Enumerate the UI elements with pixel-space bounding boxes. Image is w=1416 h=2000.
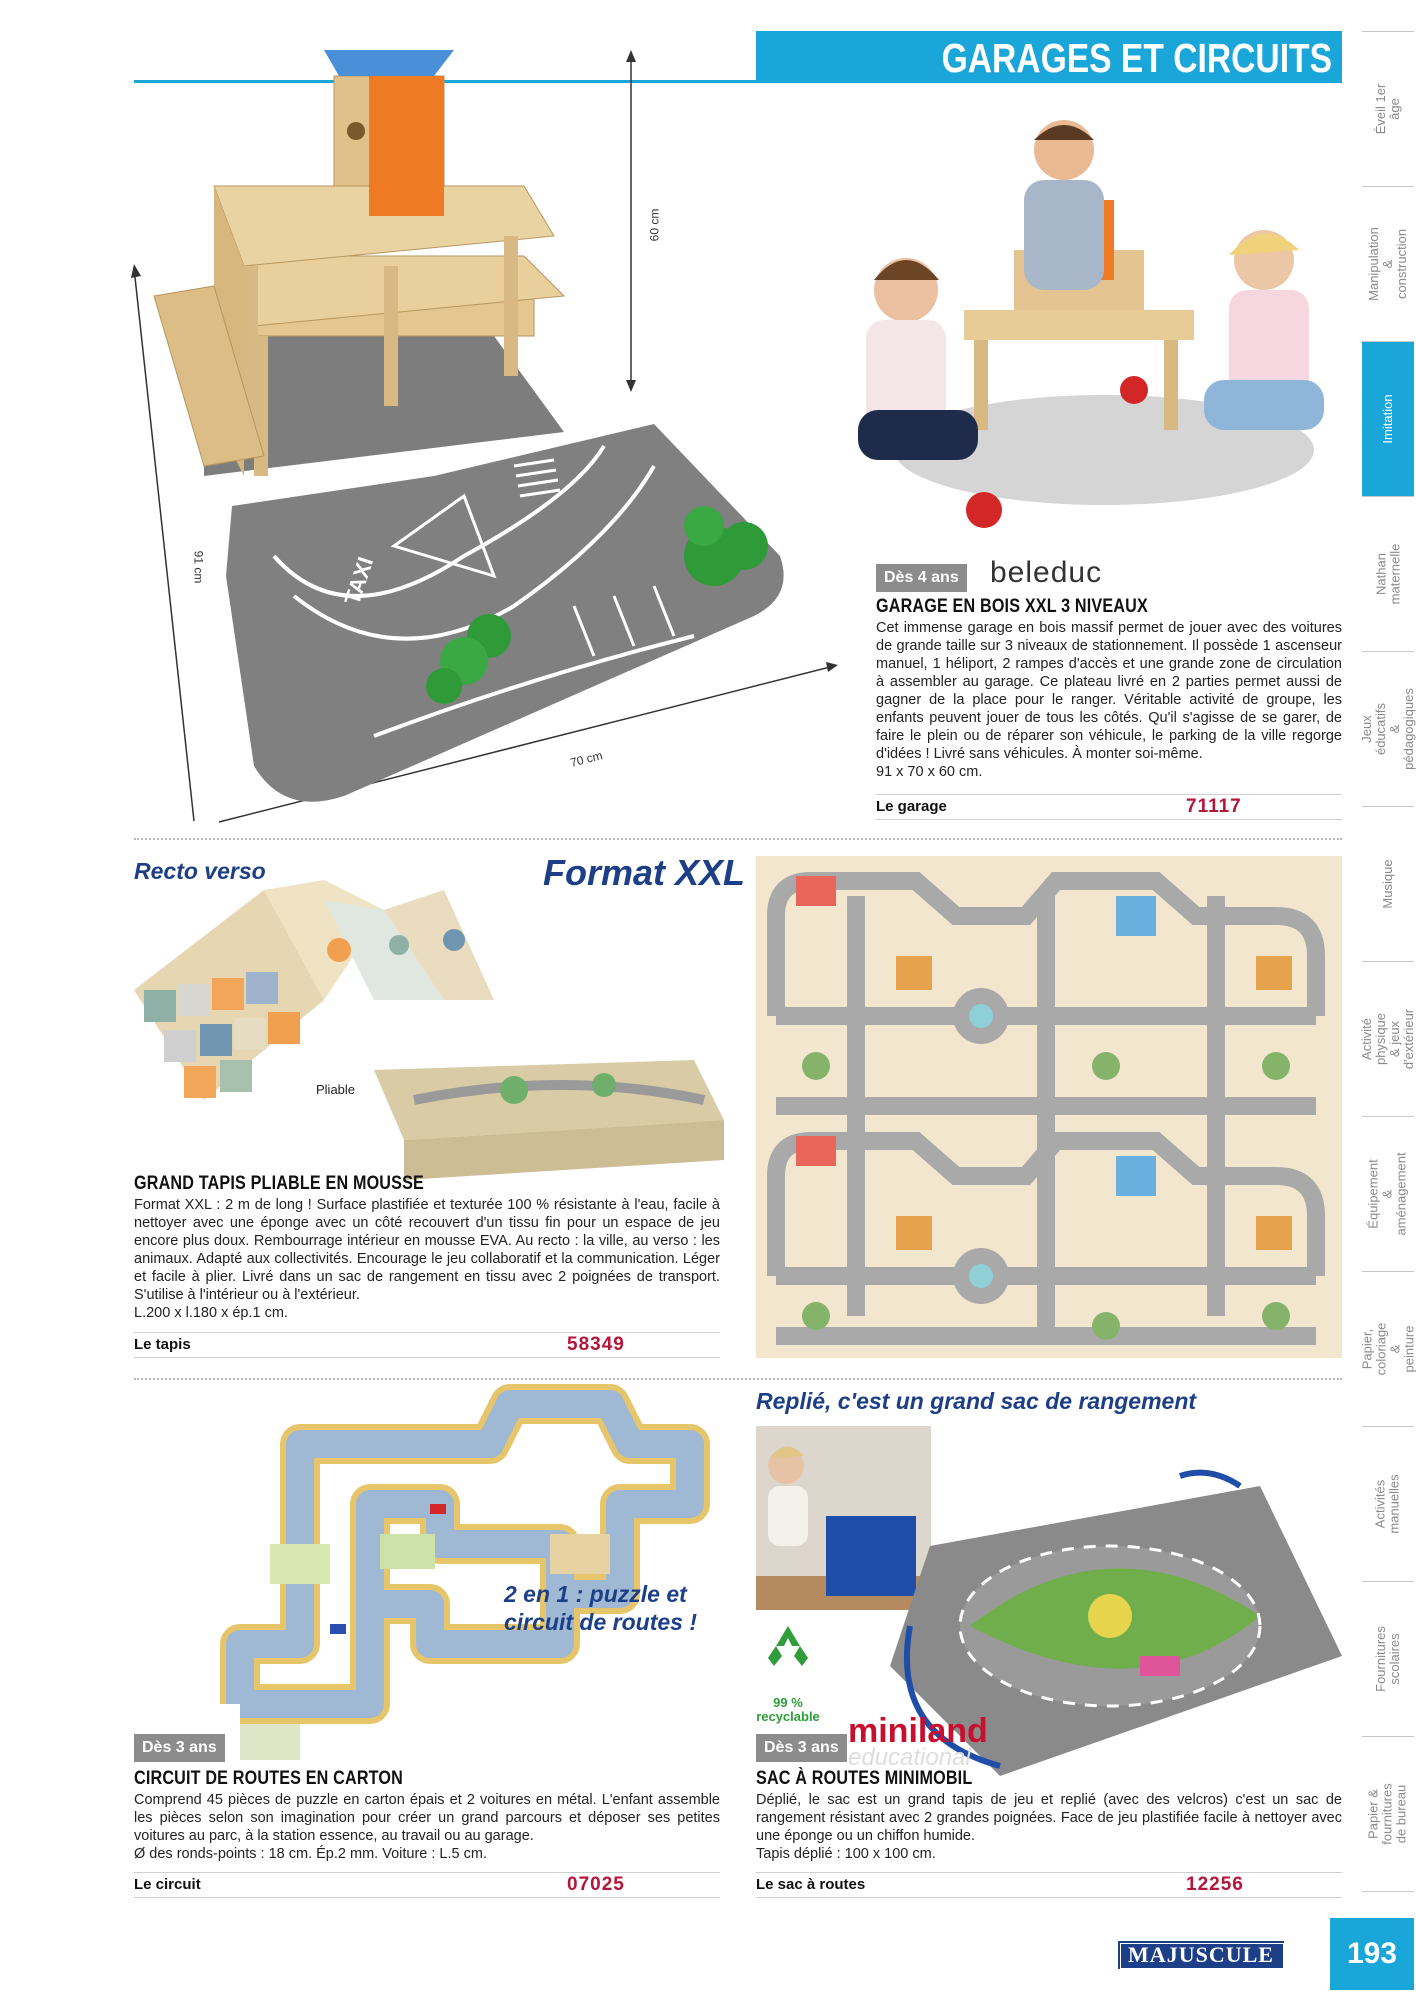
tapis-product-name: GRAND TAPIS PLIABLE EN MOUSSE bbox=[134, 1173, 424, 1194]
tab-label: Équipement & aménagement bbox=[1366, 1152, 1410, 1236]
circuit-tag: 2 en 1 : puzzle et circuit de routes ! bbox=[504, 1581, 697, 1635]
tab-activites-manuelles[interactable] bbox=[1362, 1426, 1414, 1581]
circuit-ref-code[interactable]: 07025 bbox=[567, 1874, 625, 1895]
sac-desc-text: Déplié, le sac est un grand tapis de jeu et replié (avec des velcros) c'est un sac de rangement résistant avec 2 grandes poignées. Face de jeu plastifiée facile à nettoyer avec une éponge ou un chiffon humide. bbox=[756, 1792, 1342, 1844]
tapis-illustration bbox=[134, 890, 724, 1180]
tab-label: Papier & fournitures de bureau bbox=[1366, 1783, 1410, 1845]
garage-illustration bbox=[134, 36, 864, 836]
recycle-badge bbox=[752, 1696, 824, 1724]
page-title: GARAGES ET CIRCUITS bbox=[941, 35, 1332, 81]
tapis-ref-label: Le tapis bbox=[134, 1336, 191, 1353]
section-divider bbox=[134, 838, 1342, 840]
circuit-illustration bbox=[190, 1384, 710, 1774]
tab-label: Éveil 1er âge bbox=[1373, 83, 1402, 135]
circuit-age-badge: Dès 3 ans bbox=[134, 1734, 225, 1762]
tapis-tag-recto-verso: Recto verso bbox=[134, 858, 266, 884]
sac-product-name: SAC À ROUTES MINIMOBIL bbox=[756, 1768, 973, 1789]
tab-label: Manipulation & construction bbox=[1366, 227, 1409, 301]
tapis-tag-format-xxl: Format XXL bbox=[543, 852, 746, 893]
recycle-label: recyclable bbox=[756, 1709, 820, 1724]
garage-size: 91 x 70 x 60 cm. bbox=[876, 764, 983, 780]
dim-width: 70 cm bbox=[568, 748, 604, 770]
garage-ref-label: Le garage bbox=[876, 798, 947, 815]
tab-label: Nathan maternelle bbox=[1373, 543, 1403, 605]
tab-papier-bureau[interactable] bbox=[1362, 1736, 1414, 1892]
dim-depth: 91 cm bbox=[191, 550, 206, 584]
tab-imitation[interactable] bbox=[1362, 341, 1414, 496]
tab-eveil[interactable] bbox=[1362, 31, 1414, 186]
tab-papier-coloriage[interactable] bbox=[1359, 1271, 1416, 1426]
tab-label: Musique bbox=[1380, 859, 1395, 909]
tab-label: Activité physique & jeux d'extérieur bbox=[1359, 1008, 1416, 1070]
sac-ref-row bbox=[756, 1872, 1342, 1898]
tab-label: Activités manuelles bbox=[1373, 1474, 1403, 1534]
sac-tag: Replié, c'est un grand sac de rangement bbox=[756, 1388, 1197, 1414]
garage-desc-text: Cet immense garage en bois massif permet de jouer avec des voitures de grande taille sur 3 niveaux de stationnement. Il possède 1 ascenseur manuel, 1 héliport, 2 rampes d'accès et une grande zone de circulation à assembler au garage. Ce plateau livré en 2 parties permet aussi de gagner de la place pour le ranger. Véritable activité de groupe, les enfants peuvent jouer de tous les côtés. Qu'il s'agisse de se garer, de faire le plein ou de réparer son véhicule, le parking de la ville regorge d'idées ! Livré sans véhicules. À monter soi-même. bbox=[876, 620, 1342, 762]
majuscule-logo: MAJUSCULE bbox=[1118, 1941, 1284, 1969]
tab-manipulation[interactable] bbox=[1362, 186, 1414, 341]
circuit-desc-text: Comprend 45 pièces de puzzle en carton épais et 2 voitures en métal. L'enfant assemble les pièces selon son imagination pour créer un grand parcours et déposer ses petites voitures au parc, à la station essence, au travail ou au garage. bbox=[134, 1792, 720, 1844]
tapis-ref-code[interactable]: 58349 bbox=[567, 1334, 625, 1355]
garage-product-name: GARAGE EN BOIS XXL 3 NIVEAUX bbox=[876, 596, 1148, 617]
tapis-ref-row bbox=[134, 1332, 720, 1358]
tapis-desc-text: Format XXL : 2 m de long ! Surface plastifiée et texturée 100 % résistante à l'eau, facile à nettoyer avec une éponge avec un côté recouvert d'un tissu fin pour un espace de jeu encore plus doux. Rembourrage intérieur en mousse EVA. Au recto : la ville, au verso : les animaux. Adapté aux collectivités. Encourage le jeu collaboratif et la communication. Léger et facile à plier. Livré dans un sac de rangement en tissu avec 2 poignées de transport. S'utilise à l'intérieur ou à l'extérieur. bbox=[134, 1197, 720, 1303]
majuscule-logo-frame bbox=[1120, 1943, 1284, 1969]
sac-ref-code[interactable]: 12256 bbox=[1186, 1874, 1244, 1895]
sac-description bbox=[756, 1791, 1342, 1863]
sac-size: Tapis déplié : 100 x 100 cm. bbox=[756, 1846, 936, 1862]
circuit-ref-row bbox=[134, 1872, 720, 1898]
garage-ref-row bbox=[876, 794, 1342, 820]
tab-nathan[interactable] bbox=[1362, 496, 1414, 651]
tab-fournitures-scolaires[interactable] bbox=[1362, 1581, 1414, 1736]
tapis-caption-pliable: Pliable bbox=[316, 1082, 356, 1097]
sac-brand-sub: educational bbox=[848, 1744, 971, 1771]
recycle-percent: 99 % bbox=[773, 1695, 803, 1710]
tab-label: Jeux éducatifs & pédagogiques bbox=[1359, 688, 1416, 770]
mat-taxi-label: TAXI bbox=[339, 553, 379, 608]
garage-photo bbox=[844, 90, 1344, 550]
mat-brand-label: beleduc bbox=[749, 622, 793, 656]
page-number: 193 bbox=[1330, 1918, 1414, 1990]
section-divider-2 bbox=[134, 1378, 1342, 1380]
circuit-description bbox=[134, 1791, 720, 1863]
tab-jeux-educatifs[interactable] bbox=[1359, 651, 1416, 806]
sac-age-badge: Dès 3 ans bbox=[756, 1734, 847, 1762]
circuit-ref-label: Le circuit bbox=[134, 1876, 201, 1893]
garage-description bbox=[876, 619, 1342, 781]
city-mat-image bbox=[756, 856, 1342, 1358]
garage-age-badge: Dès 4 ans bbox=[876, 564, 967, 592]
circuit-product-name: CIRCUIT DE ROUTES EN CARTON bbox=[134, 1768, 403, 1789]
section-tabs bbox=[1359, 31, 1416, 1897]
recycle-icon bbox=[762, 1622, 814, 1670]
tab-label: Imitation bbox=[1380, 394, 1395, 444]
garage-brand-logo: beleduc bbox=[990, 556, 1103, 589]
tapis-size: L.200 x l.180 x ép.1 cm. bbox=[134, 1305, 288, 1321]
garage-ref-code[interactable]: 71117 bbox=[1186, 796, 1242, 817]
tab-label: Fournitures scolaires bbox=[1373, 1626, 1402, 1692]
tab-equipement[interactable] bbox=[1362, 1116, 1414, 1271]
tab-activite-physique[interactable] bbox=[1359, 961, 1416, 1116]
dim-height: 60 cm bbox=[647, 208, 662, 242]
sac-brand-logo: miniland bbox=[848, 1712, 988, 1750]
circuit-size: Ø des ronds-points : 18 cm. Ép.2 mm. Voiture : L.5 cm. bbox=[134, 1846, 487, 1862]
tapis-description bbox=[134, 1196, 720, 1322]
tab-label: Papier, coloriage & peinture bbox=[1359, 1322, 1416, 1376]
sac-ref-label: Le sac à routes bbox=[756, 1876, 866, 1893]
tab-musique[interactable] bbox=[1362, 806, 1414, 961]
